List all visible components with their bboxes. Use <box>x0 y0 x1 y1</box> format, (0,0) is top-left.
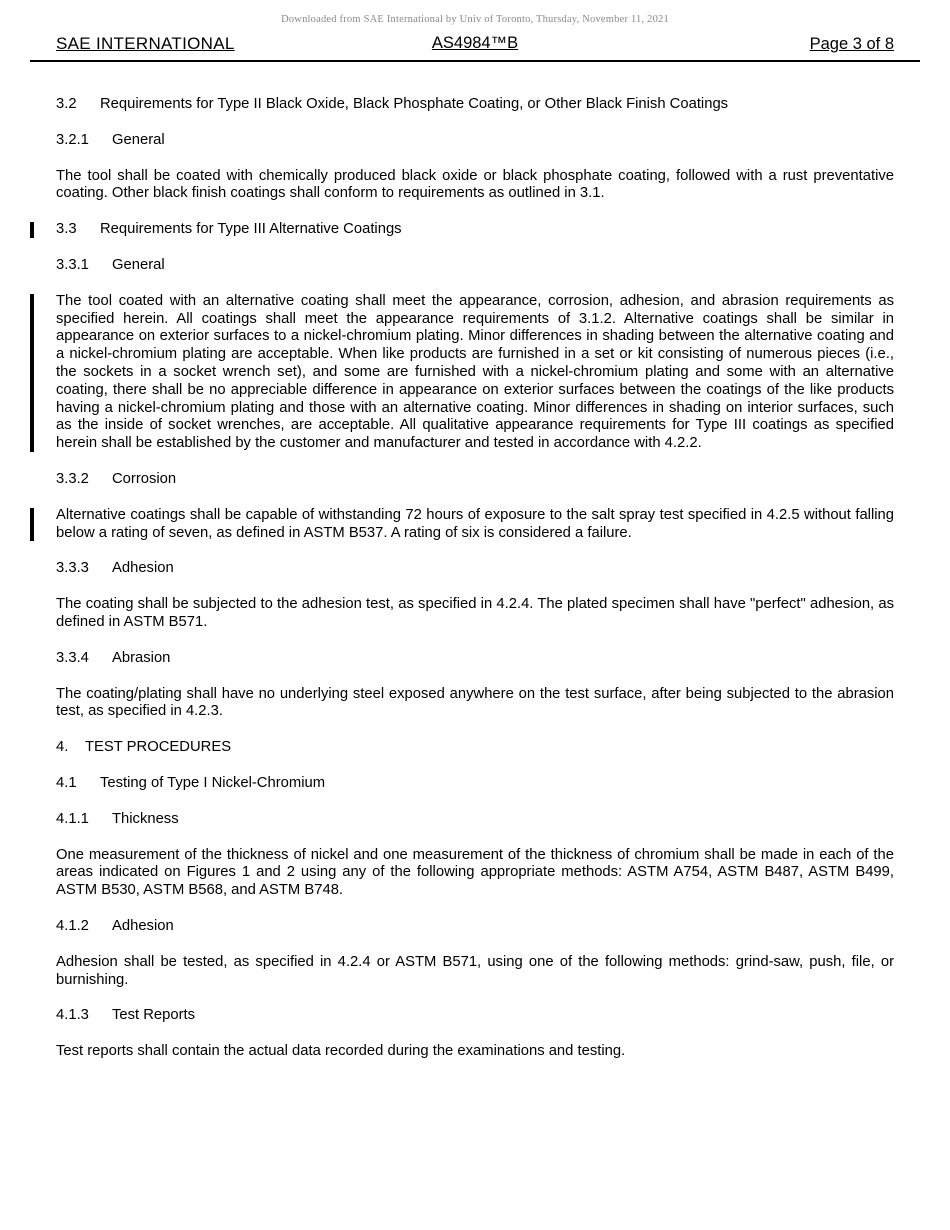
section-number: 3.2 <box>56 96 77 112</box>
section-number: 3.3.2 <box>56 470 89 487</box>
section-heading <box>56 918 894 936</box>
section-number: 3.3.4 <box>56 649 89 666</box>
section-number: 4. <box>56 739 69 756</box>
section-title: Test Reports <box>112 1007 196 1024</box>
section-number: 4.1 <box>56 774 77 791</box>
section-heading <box>56 471 894 489</box>
paragraph: The tool shall be coated with chemically produced black oxide or black phosphate coating, followed with a rust preventative coating. Other black finish coatings shall conform to requirements as outlined in 3.1. <box>56 167 894 202</box>
section-heading <box>56 560 894 578</box>
paragraph: The coating shall be subjected to the adhesion test, as specified in 4.2.4. The plated specimen shall have "perfect" adhesion, as defined in ASTM B571. <box>56 596 894 630</box>
section-heading <box>56 811 894 829</box>
section-number: 4.1.3 <box>56 1007 89 1024</box>
paragraph: The coating/plating shall have no underlying steel exposed anywhere on the test surface, after being subjected to the abrasion test, as specified in 4.2.3. <box>56 685 894 720</box>
section-heading <box>56 739 894 757</box>
paragraph: Test reports shall contain the actual data recorded during the examinations and testing. <box>56 1043 626 1060</box>
header-page-number: Page 3 of 8 <box>809 35 894 53</box>
section-number: 4.1.1 <box>56 810 89 827</box>
change-bar <box>30 222 34 238</box>
section-title: Corrosion <box>112 470 177 487</box>
header-publisher: SAE INTERNATIONAL <box>56 34 235 53</box>
paragraph-text: The tool coated with an alternative coating shall meet the appearance, corrosion, adhesion, and abrasion requirements as specified herein. All coatings shall meet the appearance requirements of 3.1.2. Alternative coatings shall be similar in appearance on exterior surfaces to a nickel-chromium plating. Minor differences in shading between the alternative coating and a nickel-chromium plating are acceptable. When like products are furnished in a set or kit consisting of numerous pieces (i.e., the sockets in a socket wrench set), and some are furnished with a nickel-chromium plating and some with an alternative coating, there shall be no appreciable difference in appearance on exterior surfaces between the coatings of the like products having a nickel-chromium plating and those with an alternative coating. Minor differences in shading on interior surfaces, such as the inside of socket wrenches, are acceptable. All qualitative appearance requirements for Type III coatings as specified herein shall be established by the customer and manufacturer and tested in accordance with 4.2.2. <box>56 292 894 452</box>
section-number: 3.3 <box>56 221 77 238</box>
section-title: Requirements for Type III Alternative Coatings <box>100 221 402 238</box>
section-title: Testing of Type I Nickel-Chromium <box>100 774 326 791</box>
section-heading <box>56 96 894 114</box>
section-title: General <box>112 256 165 273</box>
change-bar <box>30 508 34 542</box>
paragraph <box>56 507 894 543</box>
section-title: Requirements for Type II Black Oxide, Black Phosphate Coating, or Other Black Finish Coatings <box>100 96 729 112</box>
section-heading <box>56 650 894 668</box>
section-title: Adhesion <box>112 560 174 577</box>
section-heading <box>56 132 894 150</box>
paragraph <box>56 293 894 453</box>
paragraph: Adhesion shall be tested, as specified in 4.2.4 or ASTM B571, using one of the following methods: grind-saw, push, file, or burnishing. <box>56 953 894 988</box>
section-title: General <box>112 131 165 148</box>
section-heading <box>56 257 894 275</box>
section-heading <box>56 775 894 793</box>
section-number: 4.1.2 <box>56 917 89 934</box>
page-header <box>30 34 920 62</box>
section-number: 3.3.1 <box>56 256 89 273</box>
change-bar <box>30 294 34 452</box>
paragraph-text: Alternative coatings shall be capable of withstanding 72 hours of exposure to the salt spray test specified in 4.2.5 without falling below a rating of seven, as defined in ASTM B537. A rating of six is considered a failure. <box>56 506 894 541</box>
section-title: Abrasion <box>112 649 171 666</box>
section-title: Thickness <box>112 810 179 827</box>
section-number: 3.3.3 <box>56 560 89 577</box>
paragraph: One measurement of the thickness of nickel and one measurement of the thickness of chromium shall be made in each of the areas indicated on Figures 1 and 2 using any of the following appropriate methods: ASTM A754, ASTM B487, ASTM B499, ASTM B530, ASTM B568, and ASTM B748. <box>56 846 894 899</box>
document-body <box>56 62 894 1061</box>
section-heading <box>56 1007 894 1025</box>
section-title: TEST PROCEDURES <box>85 739 232 756</box>
section-heading <box>56 221 894 239</box>
download-notice: Downloaded from SAE International by Univ of Toronto, Thursday, November 11, 2021 <box>281 14 669 25</box>
section-number: 3.2.1 <box>56 131 89 148</box>
section-title: Adhesion <box>112 917 174 934</box>
header-document-number: AS4984™B <box>431 34 519 52</box>
